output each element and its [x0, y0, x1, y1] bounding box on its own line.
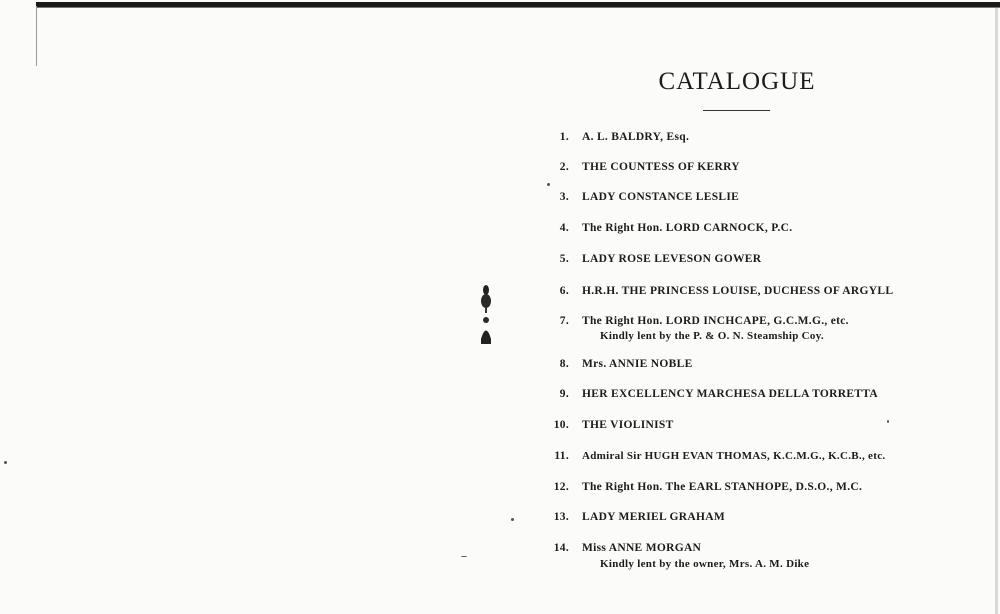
entry-name: Mrs. ANNIE NOBLE	[582, 358, 693, 370]
entry-name: The Right Hon. LORD CARNOCK, P.C.	[582, 222, 793, 234]
entry-number: 4.	[559, 222, 569, 234]
scan-speck	[887, 420, 889, 423]
title-rule	[703, 110, 770, 111]
scan-speck	[547, 183, 550, 186]
entry-number: 7.	[559, 315, 569, 327]
entry-name: HER EXCELLENCY MARCHESA DELLA TORRETTA	[582, 388, 878, 400]
entry-name: Admiral Sir HUGH EVAN THOMAS, K.C.M.G., K.C.B., etc.	[582, 450, 886, 462]
binding-ornament-icon	[478, 284, 494, 348]
page-title: CATALOGUE	[658, 68, 816, 95]
entry-number: 9.	[559, 388, 569, 400]
entry-name: The Right Hon. LORD INCHCAPE, G.C.M.G., etc.	[582, 315, 849, 327]
page-right-edge	[995, 8, 998, 614]
scan-speck	[4, 461, 7, 464]
entry-number: 1.	[559, 131, 569, 143]
page-left-edge	[36, 6, 37, 66]
entry-name: H.R.H. THE PRINCESS LOUISE, DUCHESS OF ARGYLL	[582, 285, 894, 297]
entry-number: 3.	[559, 191, 569, 203]
entry-name: The Right Hon. The EARL STANHOPE, D.S.O., M.C.	[582, 481, 863, 493]
entry-number: 10.	[553, 419, 569, 431]
entry-note: Kindly lent by the P. & O. N. Steamship Coy.	[600, 330, 824, 342]
entry-name: LADY ROSE LEVESON GOWER	[582, 253, 762, 265]
entry-number: 13.	[553, 511, 569, 523]
entry-number: 5.	[559, 253, 569, 265]
page-top-border-thin	[36, 7, 1000, 8]
entry-number: 2.	[559, 161, 569, 173]
entry-number: 14.	[553, 542, 569, 554]
entry-name: THE COUNTESS OF KERRY	[582, 161, 740, 173]
entry-name: A. L. BALDRY, Esq.	[582, 131, 690, 143]
entry-name: THE VIOLINIST	[582, 419, 674, 431]
entry-number: 6.	[559, 285, 569, 297]
entry-name: LADY CONSTANCE LESLIE	[582, 191, 740, 203]
entry-note: Kindly lent by the owner, Mrs. A. M. Dike	[600, 558, 810, 570]
scan-speck	[461, 556, 467, 557]
entry-name: Miss ANNE MORGAN	[582, 542, 702, 554]
entry-number: 8.	[559, 358, 569, 370]
scan-speck	[511, 518, 514, 521]
entry-number: 12.	[553, 481, 569, 493]
entry-name: LADY MERIEL GRAHAM	[582, 511, 725, 523]
entry-number: 11.	[554, 450, 569, 462]
